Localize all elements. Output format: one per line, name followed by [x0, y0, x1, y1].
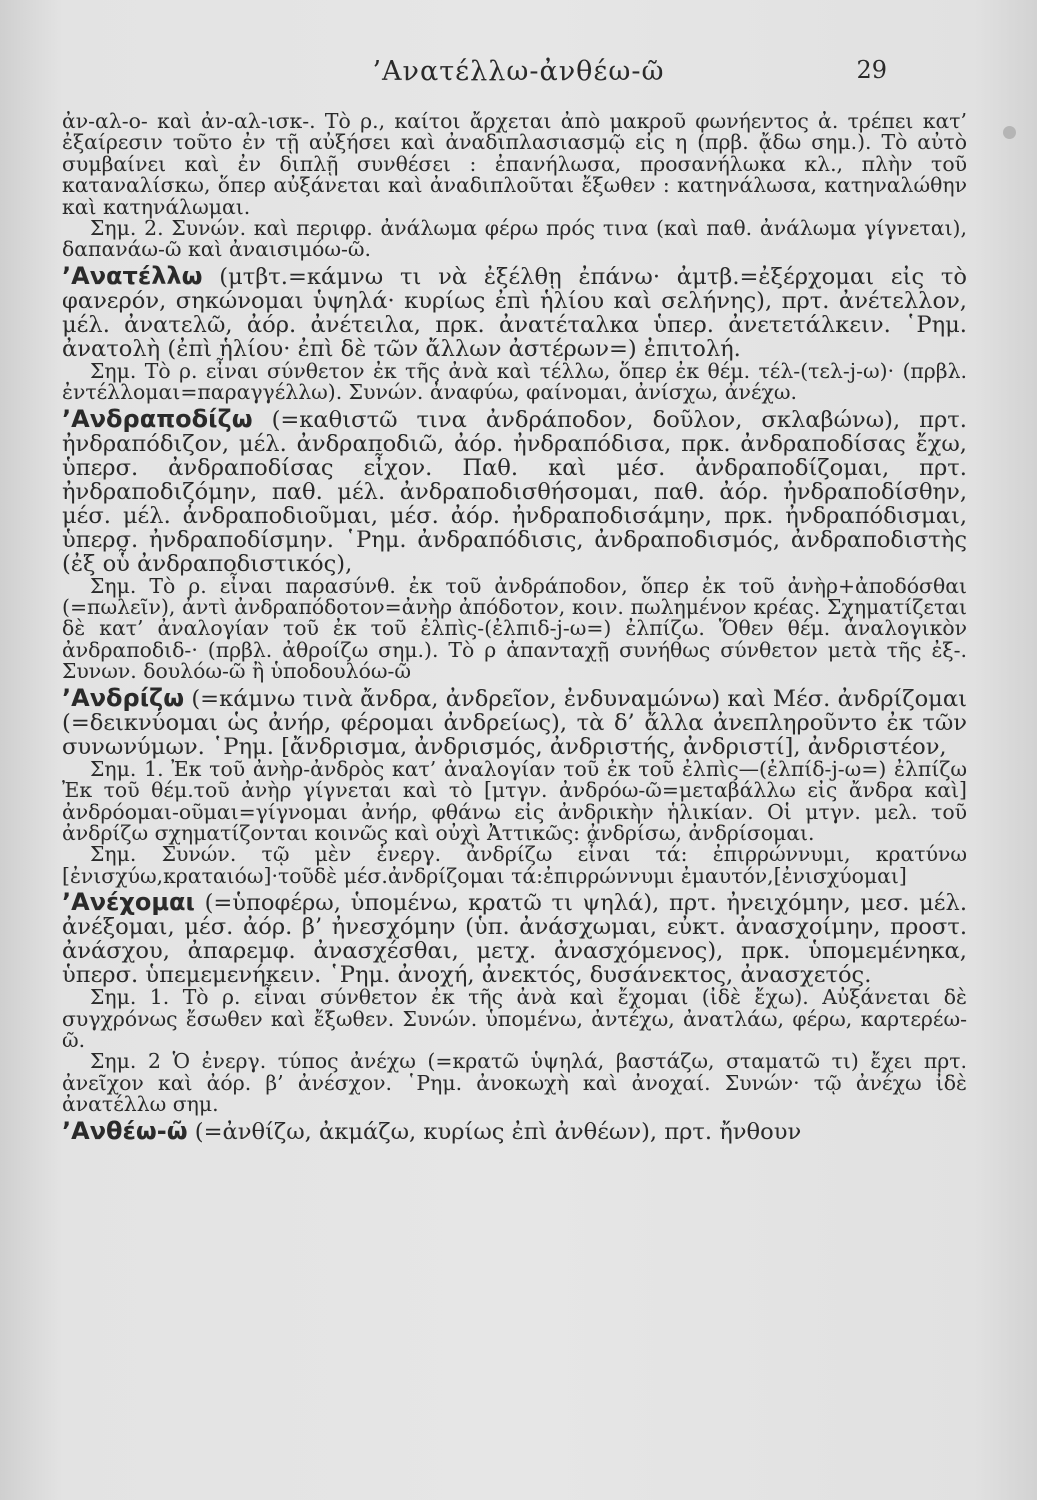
- page-number: 29: [856, 56, 887, 84]
- entry-note: Σημ. 2. Συνών. καὶ περιφρ. ἀνάλωμα φέρω πρός τινα (καὶ παθ. ἀνάλωμα γίγνεται), δαπανάω-ῶ καὶ ἀναισιμόω-ῶ.: [62, 216, 967, 262]
- entry-antheo: [62, 1116, 967, 1145]
- entry-note: Σημ. 2 Ὁ ἐνεργ. τύπος ἀνέχω (=κρατῶ ὑψηλά, βαστάζω, σταματῶ τι) ἔχει πρτ. ἀνεῖχον καὶ ἀόρ. β’ ἀνέσχον. ῾Ρημ. ἀνοκωχὴ καὶ ἀνοχαί. Συνών· τῷ ἀνέχω ἰδὲ ἀνατέλλω σημ.: [62, 1049, 967, 1117]
- entry-anechomai: [62, 890, 967, 1115]
- entry-note: Σημ. Τὸ ρ. εἶναι παρασύνθ. ἐκ τοῦ ἀνδράποδον, ὅπερ ἐκ τοῦ ἀνὴρ+ἀποδόσθαι (=πωλεῖν), ἀντὶ ἀνδραπόδοτον=ἀνὴρ ἀπόδοτον, κοιν. πωλημένον κρέας. Σχηματίζεται δὲ κατ’ ἀναλογίαν τοῦ ἐκ τοῦ ἐλπὶς-(ἐλπιδ-j-ω=) ἐλπίζω. Ὅθεν θέμ. ἀναλογικὸν ἀνδραποδιδ-· (πρβλ. ἀθροίζω σημ.). Τὸ ρ ἁπανταχῇ συνήθως σύνθετον μετὰ τῆς ἐξ-. Συνων. δουλόω-ῶ ἢ ὑποδουλόω-ῶ: [62, 573, 967, 684]
- headword: ’Ανδρίζω: [62, 683, 185, 712]
- continued-paragraph: ἀν-αλ-ο- καὶ ἀν-αλ-ισκ-. Τὸ ρ., καίτοι ἄρχεται ἀπὸ μακροῦ φωνήεντος ἀ. τρέπει κατ’ ἐξαίρεσιν τοῦτο ἐν τῇ αὐξήσει καὶ ἀναδιπλασιασμῷ εἰς η (πρβ. ᾄδω σημ.). Τὸ αὐτὸ συμβαίνει καὶ ἐν διπλῇ συνθέσει : ἐπανήλωσα, προσανήλωκα κλ., πλὴν τοῦ καταναλίσκω, ὅπερ αὐξάνεται καὶ ἀναδιπλοῦται ἔξωθεν : κατηνάλωσα, κατηναλώθην καὶ κατηνάλωμαι.: [62, 109, 967, 219]
- entry-definition: (=κάμνω τινὰ ἄνδρα, ἀνδρεῖον, ἐνδυναμώνω) καὶ Μέσ. ἀνδρίζομαι (=δεικνύομαι ὡς ἀνήρ, φέρομαι ἀνδρείως), τὰ δ’ ἄλλα ἀνεπληροῦντο ἐκ τῶν συνωνύμων. ῾Ρημ. [ἄνδρισμα, ἀνδρισμός, ἀνδριστής, ἀνδριστί], ἀνδριστέον,: [62, 685, 967, 760]
- headword: ’Ανδραποδίζω: [62, 404, 253, 433]
- entry-lead: [62, 261, 968, 362]
- entry-lead: [62, 404, 967, 577]
- entry-andrapodizo: [62, 404, 967, 684]
- entry-lead: [62, 890, 967, 987]
- entry-note: Σημ. 1. Ἐκ τοῦ ἀνὴρ-ἀνδρὸς κατ’ ἀναλογίαν τοῦ ἐκ τοῦ ἐλπὶς—(ἐλπίδ-j-ω=) ἐλπίζω Ἐκ τοῦ θέμ.τοῦ ἀνὴρ γίγνεται καὶ τὸ [μτγν. ἀνδρόω-ῶ=μεταβάλλω εἰς ἄνδρα καὶ] ἀνδρόομαι-οῦμαι=γίγνομαι ἀνήρ, φθάνω εἰς ἀνδρικὴν ἡλικίαν. Οἱ μτγν. μελ. τοῦ ἀνδρίζω σχηματίζονται κοινῶς καὶ οὐχὶ Ἀττικῶς: ἀνδρίσω, ἀνδρίσομαι.: [62, 756, 967, 845]
- entry-continuation: [62, 111, 967, 261]
- entry-lead: [62, 683, 967, 760]
- entry-definition: (=ὑποφέρω, ὑπομένω, κρατῶ τι ψηλά), πρτ. ἠνειχόμην, μεσ. μέλ. ἀνέξομαι, μέσ. ἀόρ. β’ ἠνεσχόμην (ὑπ. ἀνάσχωμαι, εὐκτ. ἀνασχοίμην, προστ. ἀνάσχου, ἀπαρεμφ. ἀνασχέσθαι, μετχ. ἀνασχόμενος), πρκ. ὑπομεμένηκα, ὑπερσ. ὑπεμεμενήκειν. ῾Ρημ. ἀνοχή, ἀνεκτός, δυσάνεκτος, ἀνασχετός.: [62, 890, 967, 989]
- entry-note: Σημ. Τὸ ρ. εἶναι σύνθετον ἐκ τῆς ἀνὰ καὶ τέλλω, ὅπερ ἐκ θέμ. τέλ-(τελ-j-ω)· (πρβλ. ἐντέλλομαι=παραγγέλλω). Συνών. ἀναφύω, φαίνομαι, ἀνίσχω, ἀνέχω.: [62, 358, 967, 405]
- entry-anatello: [62, 261, 968, 405]
- page-header: [0, 52, 1037, 92]
- headword: ’Ανθέω-ῶ: [62, 1116, 188, 1145]
- entry-note: Σημ. 1. Τὸ ρ. εἶναι σύνθετον ἐκ τῆς ἀνὰ καὶ ἔχομαι (ἰδὲ ἔχω). Αὐξάνεται δὲ συγχρόνως ἔσωθεν καὶ ἔξωθεν. Συνών. ὑπομένω, ἀντέχω, ἀνατλάω, φέρω, καρτερέω-ῶ.: [62, 985, 967, 1052]
- entry-andrizo: [62, 683, 967, 888]
- dictionary-body: [62, 111, 967, 1144]
- entry-note: Σημ. Συνών. τῷ μὲν ἐνεργ. ἀνδρίζω εἶναι τά: ἐπιρρώννυμι, κρατύνω [ἐνισχύω,κραταιόω]·τοῦδὲ μέσ.ἀνδρίζομαι τά:ἐπιρρώννυμι ἐμαυτόν,[ἐνισχύομαι]: [62, 842, 967, 888]
- punch-hole: [1003, 126, 1016, 139]
- entry-definition: (μτβτ.=κάμνω τι νὰ ἐξέλθῃ ἐπάνω· ἀμτβ.=ἐξέρχομαι εἰς τὸ φανερόν, σηκώνομαι ὑψηλά· κυρίως ἐπὶ ἡλίου καὶ σελήνης), πρτ. ἀνέτελλον, μέλ. ἀνατελῶ, ἀόρ. ἀνέτειλα, πρκ. ἀνατέταλκα ὑπερ. ἀνετετάλκειν. ῾Ρημ. ἀνατολὴ (ἐπὶ ἡλίου· ἐπὶ δὲ τῶν ἄλλων ἀστέρων=) ἐπιτολή.: [62, 263, 968, 362]
- entry-definition: (=καθιστῶ τινα ἀνδράποδον, δοῦλον, σκλαβώνω), πρτ. ἠνδραπόδιζον, μέλ. ἀνδραποδιῶ, ἀόρ. ἠνδραπόδισα, πρκ. ἀνδραποδίσας ἔχω, ὑπερσ. ἀνδραποδίσας εἶχον. Παθ. καὶ μέσ. ἀνδραποδίζομαι, πρτ. ἠνδραποδιζόμην, παθ. μέλ. ἀνδραποδισθήσομαι, παθ. ἀόρ. ἠνδραποδίσθην, μέσ. μέλ. ἀνδραποδιοῦμαι, μέσ. ἀόρ. ἠνδραποδισάμην, πρκ. ἠνδραπόδισμαι, ὑπερσ. ἠνδραποδίσμην. ῾Ρημ. ἀνδραπόδισις, ἀνδραποδισμός, ἀνδραποδιστὴς (ἐξ οὗ ἀνδραποδιστικός),: [62, 406, 967, 577]
- entry-lead: [62, 1116, 967, 1145]
- entry-definition: (=ἀνθίζω, ἀκμάζω, κυρίως ἐπὶ ἀνθέων), πρτ. ἤνθουν: [194, 1118, 802, 1145]
- headword: ’Ανατέλλω: [62, 261, 203, 290]
- running-head: ’Ανατέλλω-ἀνθέω-ῶ: [372, 56, 665, 87]
- headword: ’Ανέχομαι: [62, 888, 195, 917]
